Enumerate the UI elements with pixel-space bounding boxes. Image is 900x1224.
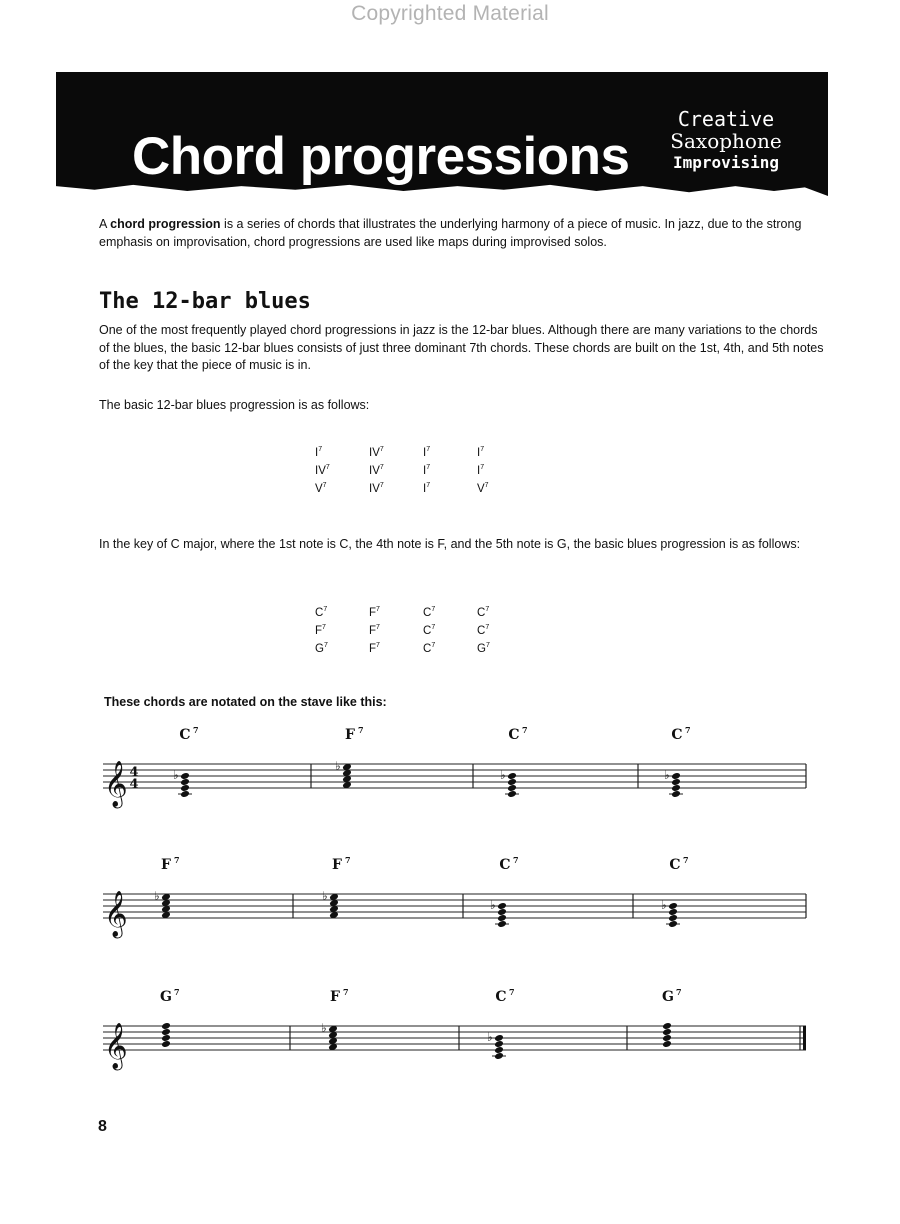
chord-symbol-seventh: 7: [174, 987, 180, 997]
chord-root: IV: [315, 464, 326, 477]
section-heading: The 12-bar blues: [99, 289, 311, 314]
final-barline-thick: [803, 1026, 806, 1050]
notehead: [668, 908, 678, 916]
chord-root: IV: [369, 446, 380, 459]
notehead: [662, 1034, 672, 1042]
blues-description: One of the most frequently played chord progressions in jazz is the 12-bar blues. Although there are many variations to the chords of the blues, the basic 12-bar blues consists of just three dominant 7th chords. These chords are built on the 1st, 4th, and 5th notes of the key that the piece of music is in.: [99, 323, 824, 373]
chord-symbol-seventh: 7: [358, 725, 364, 735]
chord-root: C: [477, 606, 486, 619]
chord-symbol: G: [662, 989, 674, 1005]
chord-root: I: [315, 446, 319, 459]
chord-symbol-seventh: 7: [193, 725, 199, 735]
treble-clef-icon: 𝄞: [104, 761, 128, 807]
chord-symbol-seventh: 7: [174, 855, 180, 865]
chord-root: F: [369, 606, 377, 619]
flat-icon: ♭: [154, 889, 160, 903]
chord-seventh: 7: [318, 446, 323, 453]
stave-intro: These chords are notated on the stave like this:: [104, 695, 387, 709]
notehead: [497, 920, 507, 928]
chord-seventh: 7: [376, 624, 380, 631]
notehead: [671, 784, 681, 792]
notehead: [671, 790, 681, 798]
time-signature-top: 4: [129, 765, 139, 780]
chord-root: I: [423, 464, 427, 477]
chord-seventh: 7: [376, 642, 380, 649]
notehead: [161, 1028, 171, 1036]
chord-seventh: 7: [322, 624, 326, 631]
notehead: [668, 914, 678, 922]
flat-icon: ♭: [490, 898, 496, 912]
notehead: [671, 772, 681, 780]
chord-symbol: F: [161, 857, 171, 873]
notehead: [161, 1022, 171, 1030]
intro-term: chord progression: [110, 217, 221, 231]
chord-root: F: [369, 624, 377, 637]
chord-root: V: [477, 482, 485, 495]
chord-symbol: C: [495, 989, 507, 1005]
chord-root: G: [477, 642, 486, 655]
chord-seventh: 7: [325, 464, 330, 471]
chord-symbol-seventh: 7: [676, 987, 682, 997]
flat-icon: ♭: [335, 759, 341, 773]
chord-seventh: 7: [426, 446, 431, 453]
chord-seventh: 7: [376, 606, 380, 613]
chord-seventh: 7: [379, 482, 384, 489]
chapter-title: Chord progressions: [132, 127, 630, 186]
notehead: [494, 1040, 504, 1048]
series-line-2: Saxophone: [670, 129, 782, 153]
notehead: [507, 790, 517, 798]
notehead: [668, 920, 678, 928]
notehead: [161, 1040, 171, 1048]
chord-symbol: G: [160, 989, 172, 1005]
chord-root: G: [315, 642, 324, 655]
chord-symbol-seventh: 7: [509, 987, 515, 997]
flat-icon: ♭: [173, 768, 179, 782]
c-major-intro: In the key of C major, where the 1st note is C, the 4th note is F, and the 5th note is G, the basic blues progression is as follows:: [99, 537, 801, 551]
chord-root: V: [315, 482, 323, 495]
chord-seventh: 7: [484, 482, 489, 489]
chord-symbol-seventh: 7: [685, 725, 691, 735]
chord-seventh: 7: [323, 606, 328, 613]
chord-symbol: C: [669, 857, 681, 873]
chord-seventh: 7: [485, 624, 490, 631]
chord-seventh: 7: [379, 464, 384, 471]
notehead: [497, 914, 507, 922]
notehead: [494, 1052, 504, 1060]
series-line-3: Improvising: [673, 153, 779, 172]
notehead: [507, 784, 517, 792]
notehead: [180, 790, 190, 798]
chord-seventh: 7: [431, 624, 436, 631]
chord-seventh: 7: [485, 642, 490, 649]
flat-icon: ♭: [321, 1021, 327, 1035]
chord-root: IV: [369, 482, 380, 495]
notehead: [180, 784, 190, 792]
chord-root: I: [423, 482, 427, 495]
notehead: [662, 1022, 672, 1030]
notehead: [668, 902, 678, 910]
copyright-watermark: Copyrighted Material: [351, 2, 549, 25]
notehead: [494, 1046, 504, 1054]
flat-icon: ♭: [322, 889, 328, 903]
chord-root: F: [369, 642, 377, 655]
chord-root: C: [315, 606, 324, 619]
notehead: [507, 772, 517, 780]
notehead: [161, 1034, 171, 1042]
chord-root: C: [477, 624, 486, 637]
chord-root: C: [423, 606, 432, 619]
chord-symbol: F: [332, 857, 342, 873]
intro-before: A: [99, 217, 111, 231]
time-signature-bottom: 4: [129, 777, 139, 792]
chord-seventh: 7: [480, 446, 485, 453]
chord-seventh: 7: [426, 482, 431, 489]
notehead: [662, 1040, 672, 1048]
treble-clef-icon: 𝄞: [104, 891, 128, 937]
chord-seventh: 7: [426, 464, 431, 471]
chord-symbol: C: [671, 727, 683, 743]
chord-seventh: 7: [431, 606, 436, 613]
series-line-1: Creative: [677, 107, 775, 131]
chord-symbol-seventh: 7: [513, 855, 519, 865]
notehead: [494, 1034, 504, 1042]
intro-after: is a series of chords that illustrates the underlying harmony of a piece of music. In jazz, due to the strong emphasis on improvisation, chord progressions are used like maps during improvised solos.: [99, 217, 802, 249]
chord-root: I: [477, 446, 481, 459]
chord-seventh: 7: [431, 642, 436, 649]
notehead: [497, 902, 507, 910]
chord-symbol-seventh: 7: [343, 987, 349, 997]
basic-progression-intro: The basic 12-bar blues progression is as follows:: [99, 398, 370, 412]
chord-symbol-seventh: 7: [683, 855, 689, 865]
notehead: [497, 908, 507, 916]
chord-seventh: 7: [322, 482, 327, 489]
chord-root: I: [477, 464, 481, 477]
flat-icon: ♭: [500, 768, 506, 782]
notehead: [180, 772, 190, 780]
notehead: [662, 1028, 672, 1036]
chord-symbol: F: [345, 727, 355, 743]
chord-symbol-seventh: 7: [522, 725, 528, 735]
chord-seventh: 7: [480, 464, 485, 471]
notehead: [507, 778, 517, 786]
chord-symbol: C: [499, 857, 511, 873]
notehead: [180, 778, 190, 786]
flat-icon: ♭: [661, 898, 667, 912]
notehead: [671, 778, 681, 786]
chord-seventh: 7: [379, 446, 384, 453]
chord-root: C: [423, 624, 432, 637]
chord-seventh: 7: [485, 606, 490, 613]
chord-root: I: [423, 446, 427, 459]
flat-icon: ♭: [487, 1030, 493, 1044]
page-number: 8: [98, 1118, 107, 1135]
chord-symbol: C: [179, 727, 191, 743]
treble-clef-icon: 𝄞: [104, 1023, 128, 1069]
chord-root: F: [315, 624, 323, 637]
chord-symbol: F: [330, 989, 340, 1005]
chord-symbol-seventh: 7: [345, 855, 351, 865]
chord-root: C: [423, 642, 432, 655]
flat-icon: ♭: [664, 768, 670, 782]
chord-root: IV: [369, 464, 380, 477]
chord-symbol: C: [508, 727, 520, 743]
chord-seventh: 7: [323, 642, 328, 649]
